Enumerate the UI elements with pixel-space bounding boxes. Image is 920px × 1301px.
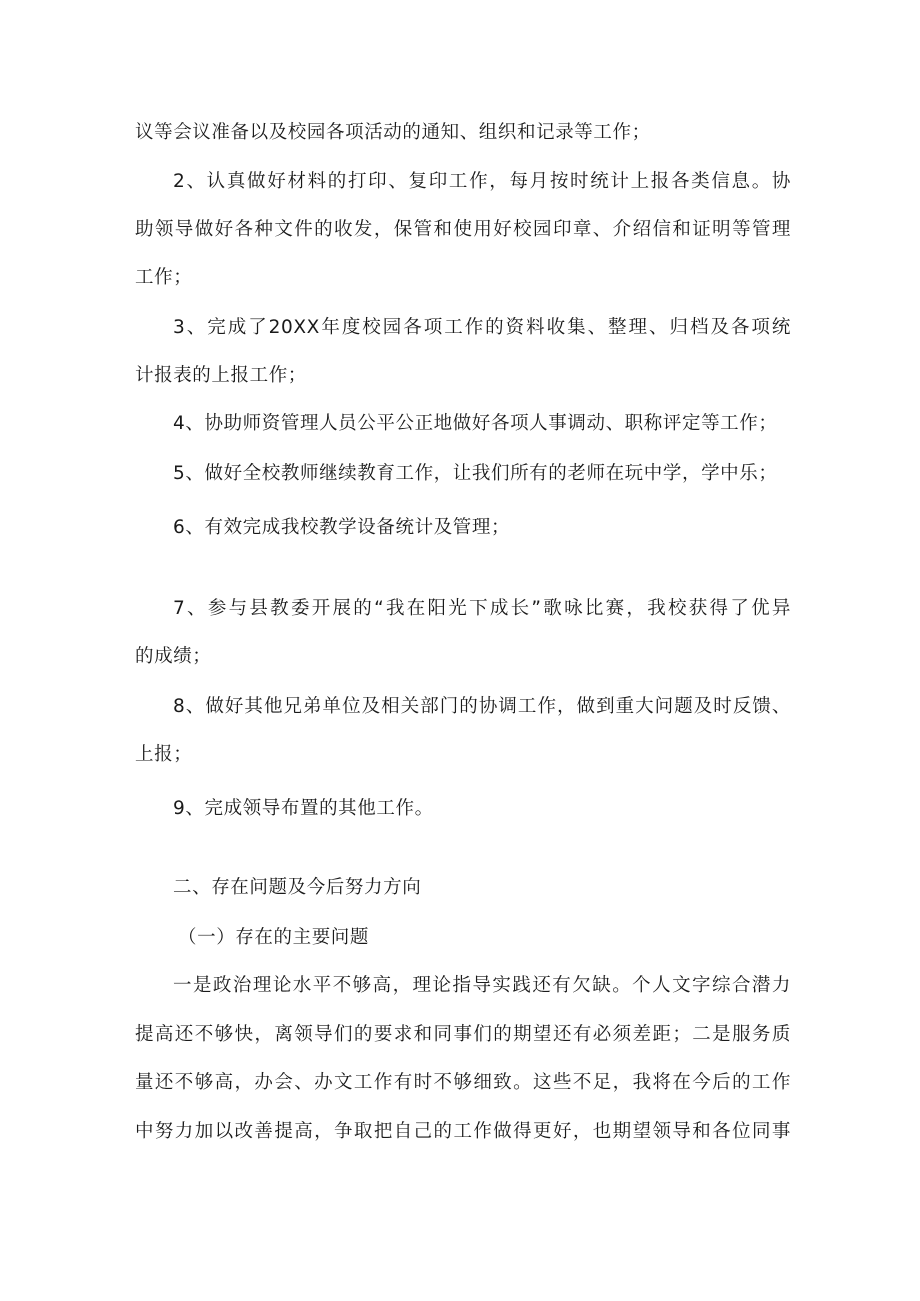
text-line: 7、参与县教委开展的“我在阳光下成长”歌咏比赛，我校获得了优异 [173,598,791,619]
text-line: 上报； [135,744,193,765]
section-heading: 二、存在问题及今后努力方向 [173,877,422,898]
text-line: 8、做好其他兄弟单位及相关部门的协调工作，做到重大问题及时反馈、 [173,696,791,717]
text-line: 3、完成了20XX年度校园各项工作的资料收集、整理、归档及各项统 [173,317,791,338]
text-line: 的成绩； [135,646,212,667]
text-line: 4、协助师资管理人员公平公正地做好各项人事调动、职称评定等工作； [173,413,778,434]
text-line: 工作； [135,267,193,288]
text-line: 5、做好全校教师继续教育工作，让我们所有的老师在玩中学，学中乐； [173,463,778,484]
text-line: 助领导做好各种文件的收发，保管和使用好校园印章、介绍信和证明等管理 [135,219,791,240]
text-line: 议等会议准备以及校园各项活动的通知、组织和记录等工作； [135,122,651,143]
text-line: 量还不够高，办会、办文工作有时不够细致。这些不足，我将在今后的工作 [135,1072,791,1093]
text-line: 提高还不够快，离领导们的要求和同事们的期望还有必须差距；二是服务质 [135,1024,791,1045]
text-line: 6、有效完成我校教学设备统计及管理； [173,517,511,538]
text-line: 中努力加以改善提高，争取把自己的工作做得更好，也期望领导和各位同事 [135,1121,791,1142]
text-line: 计报表的上报工作； [135,365,307,386]
text-line: 2、认真做好材料的打印、复印工作，每月按时统计上报各类信息。协 [173,171,791,192]
text-line: 一是政治理论水平不够高，理论指导实践还有欠缺。个人文字综合潜力 [173,975,791,996]
subsection-heading: （一）存在的主要问题 [178,927,370,948]
text-line: 9、完成领导布置的其他工作。 [173,798,434,819]
